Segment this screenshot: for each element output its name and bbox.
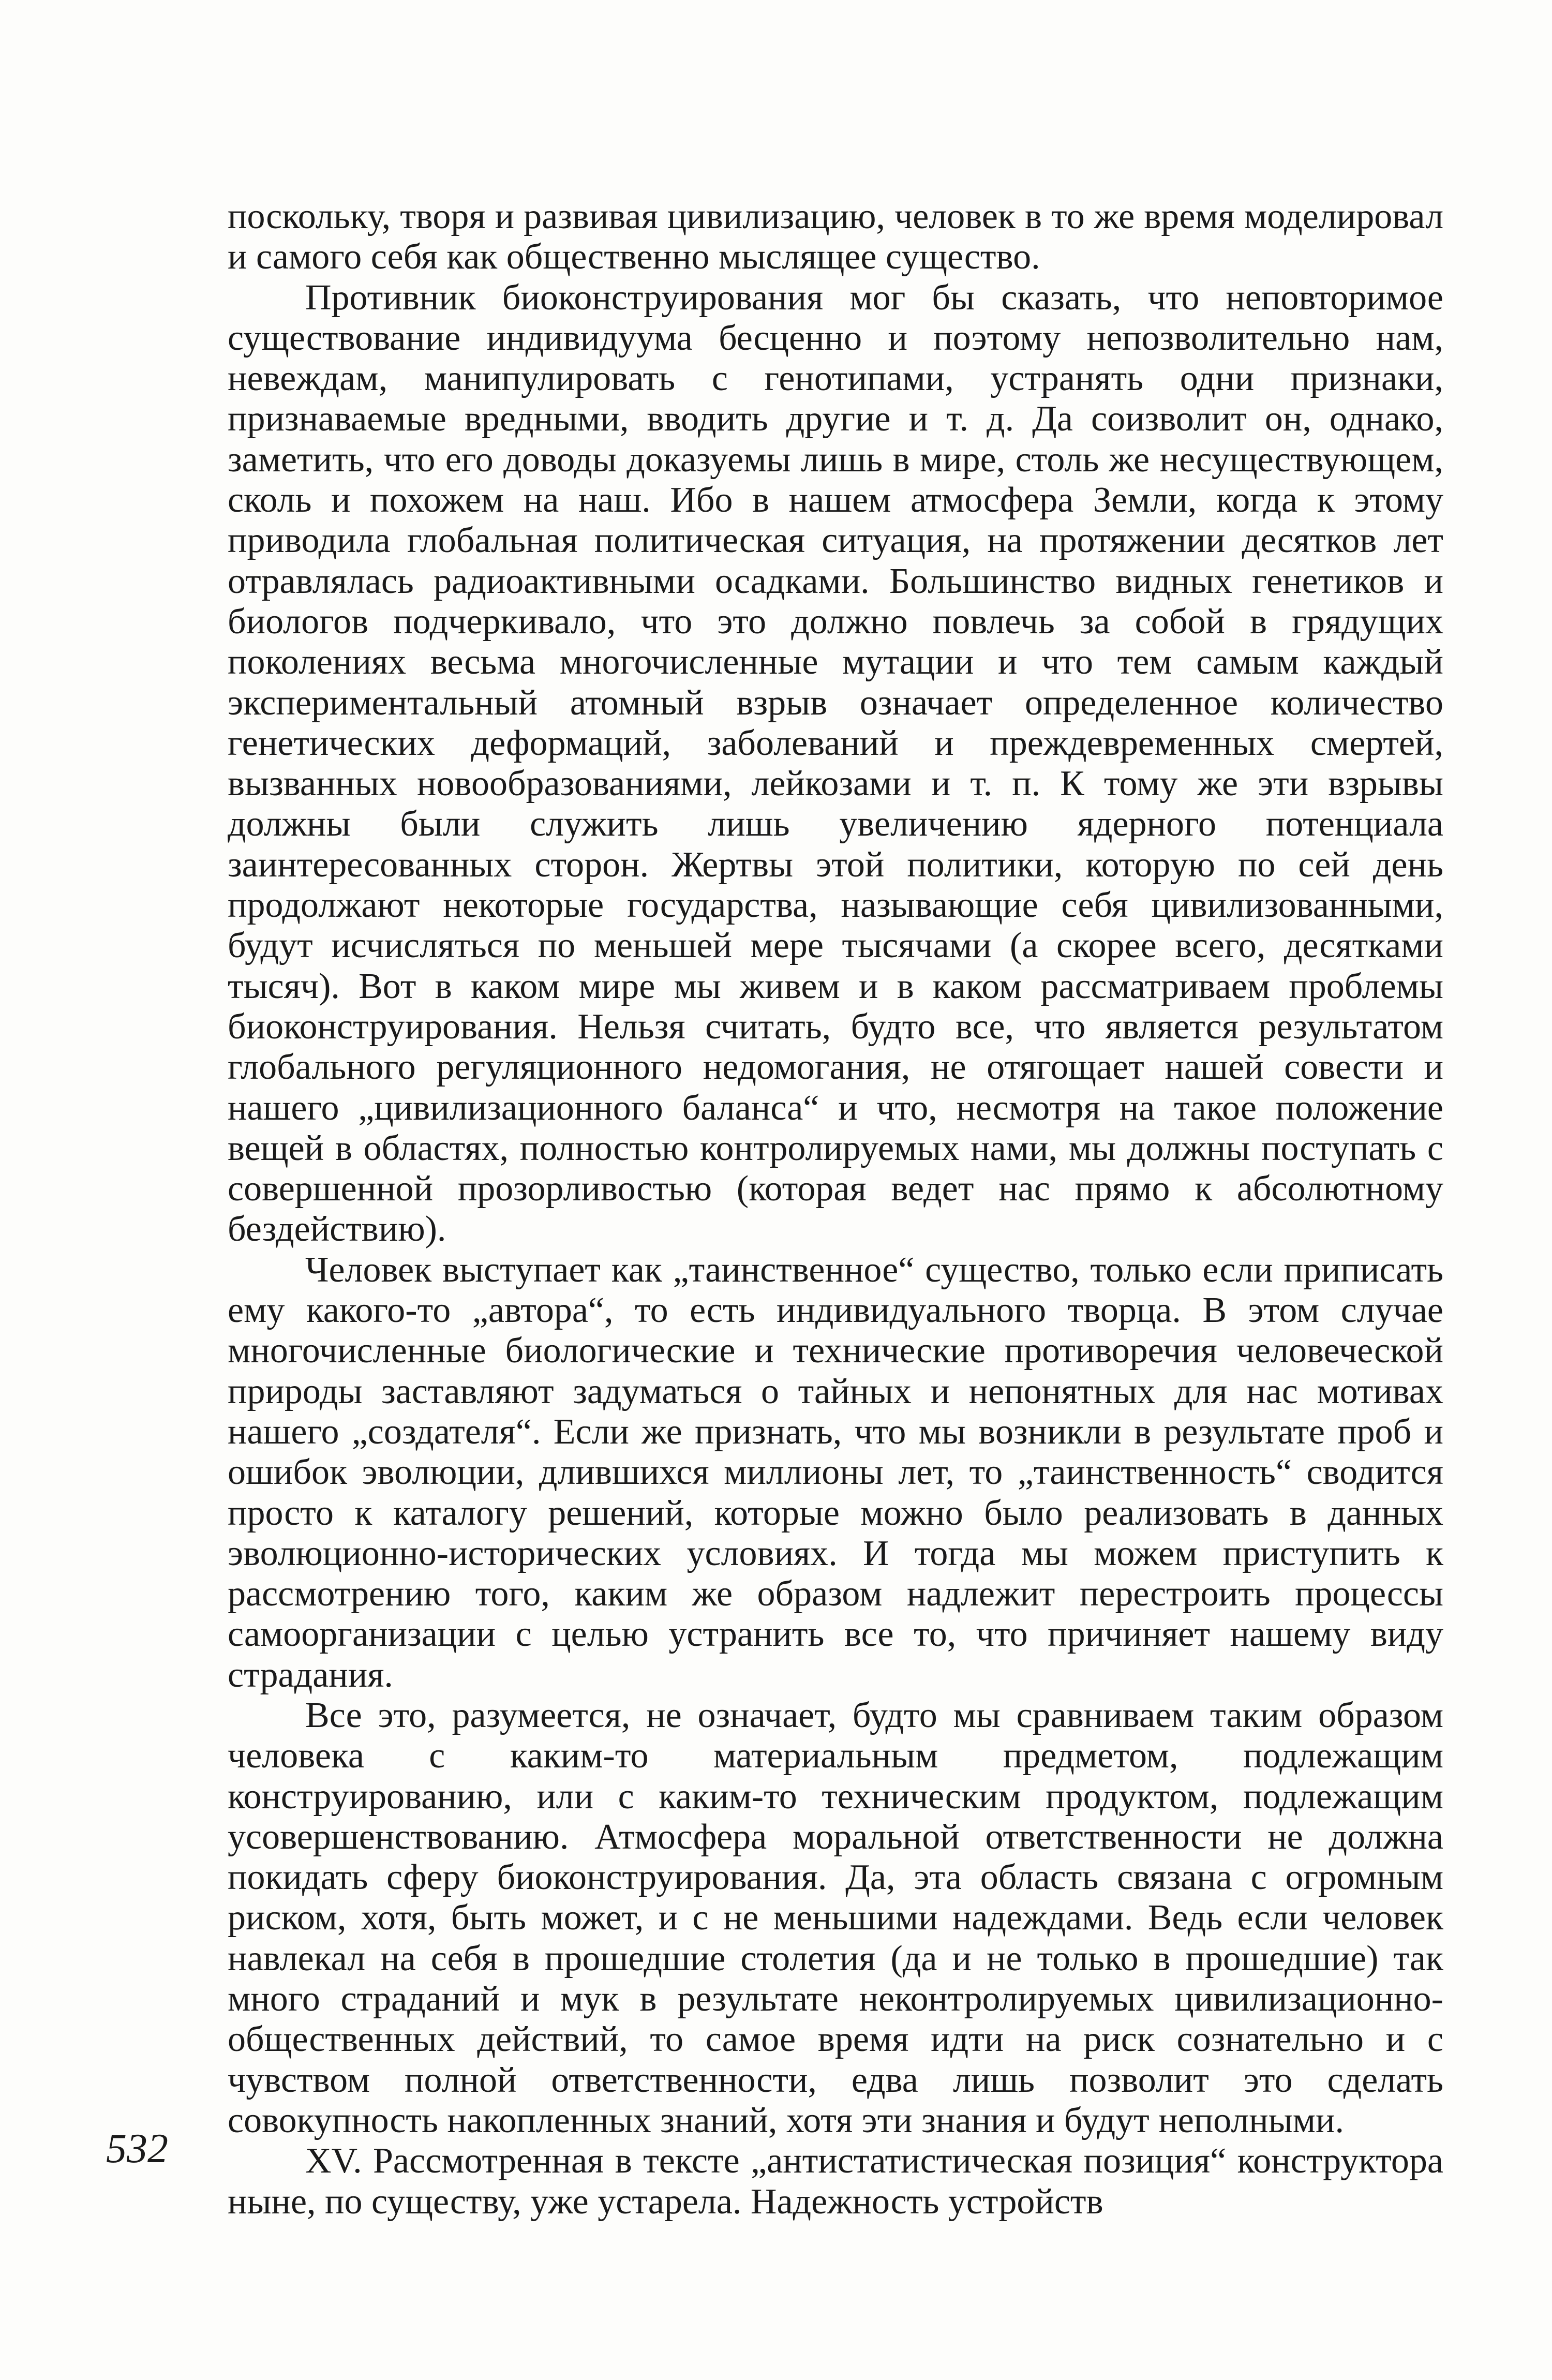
- body-text: [228, 197, 1443, 2222]
- paragraph-mysterious-being: Человек выступает как „таинственное“ существо, только если приписать ему какого-то „автора“, то есть индивидуального творца. В этом случае многочисленные биологические и технические противоречия человеческой природы заставляют задуматься о тайных и непонятных для нас мотивах нашего „создателя“. Если же признать, что мы возникли в результате проб и ошибок эволюции, длившихся миллионы лет, то „таинственность“ сводится просто к каталогу решений, которые можно было реализовать в данных эволюционно-исторических условиях. И тогда мы можем приступить к рассмотрению того, каким же образом надлежит перестроить процессы самоорганизации с целью устранить все то, что причиняет нашему виду страдания.: [228, 1250, 1443, 1695]
- paragraph-section-xv: XV. Рассмотренная в тексте „антистатистическая позиция“ конструктора ныне, по существу, уже устарела. Надежность устройств: [228, 2141, 1443, 2222]
- page-number: 532: [106, 2126, 168, 2171]
- paragraph-moral-responsibility: Все это, разумеется, не означает, будто мы сравниваем таким образом человека с каким-то материальным предметом, подлежащим конструированию, или с каким-то техническим продуктом, подлежащим усовершенствованию. Атмосфера моральной ответственности не должна покидать сферу биоконструирования. Да, эта область связана с огромным риском, хотя, быть может, и с не меньшими надеждами. Ведь если человек навлекал на себя в прошедшие столетия (да и не только в прошедшие) так много страданий и мук в результате неконтролируемых цивилизационно-общественных действий, то самое время идти на риск сознательно и с чувством полной ответственности, едва лишь позволит это сделать совокупность накопленных знаний, хотя эти знания и будут неполными.: [228, 1695, 1443, 2140]
- paragraph-bioconstruction-opponent: Противник биоконструирования мог бы сказать, что неповторимое существование индивидуума бесценно и поэтому непозволительно нам, невеждам, манипулировать с генотипами, устранять одни признаки, признаваемые вредными, вводить другие и т. д. Да соизволит он, однако, заметить, что его доводы доказуемы лишь в мире, столь же несуществующем, сколь и похожем на наш. Ибо в нашем атмосфера Земли, когда к этому приводила глобальная политическая ситуация, на протяжении десятков лет отравлялась радиоактивными осадками. Большинство видных генетиков и биологов подчеркивало, что это должно повлечь за собой в грядущих поколениях весьма многочисленные мутации и что тем самым каждый экспериментальный атомный взрыв означает определенное количество генетических деформаций, заболеваний и преждевременных смертей, вызванных новообразованиями, лейкозами и т. п. К тому же эти взрывы должны были служить лишь увеличению ядерного потенциала заинтересованных сторон. Жертвы этой политики, которую по сей день продолжают некоторые государства, называющие себя цивилизованными, будут исчисляться по меньшей мере тысячами (а скорее всего, десятками тысяч). Вот в каком мире мы живем и в каком рассматриваем проблемы биоконструирования. Нельзя считать, будто все, что является результатом глобального регуляционного недомогания, не отягощает нашей совести и нашего „цивилизационного баланса“ и что, несмотря на такое положение вещей в областях, полностью контролируемых нами, мы должны поступать с совершенной прозорливостью (которая ведет нас прямо к абсолютному бездействию).: [228, 277, 1443, 1250]
- paragraph-continuation: поскольку, творя и развивая цивилизацию, человек в то же время моделировал и самого себя как общественно мыслящее существо.: [228, 197, 1443, 277]
